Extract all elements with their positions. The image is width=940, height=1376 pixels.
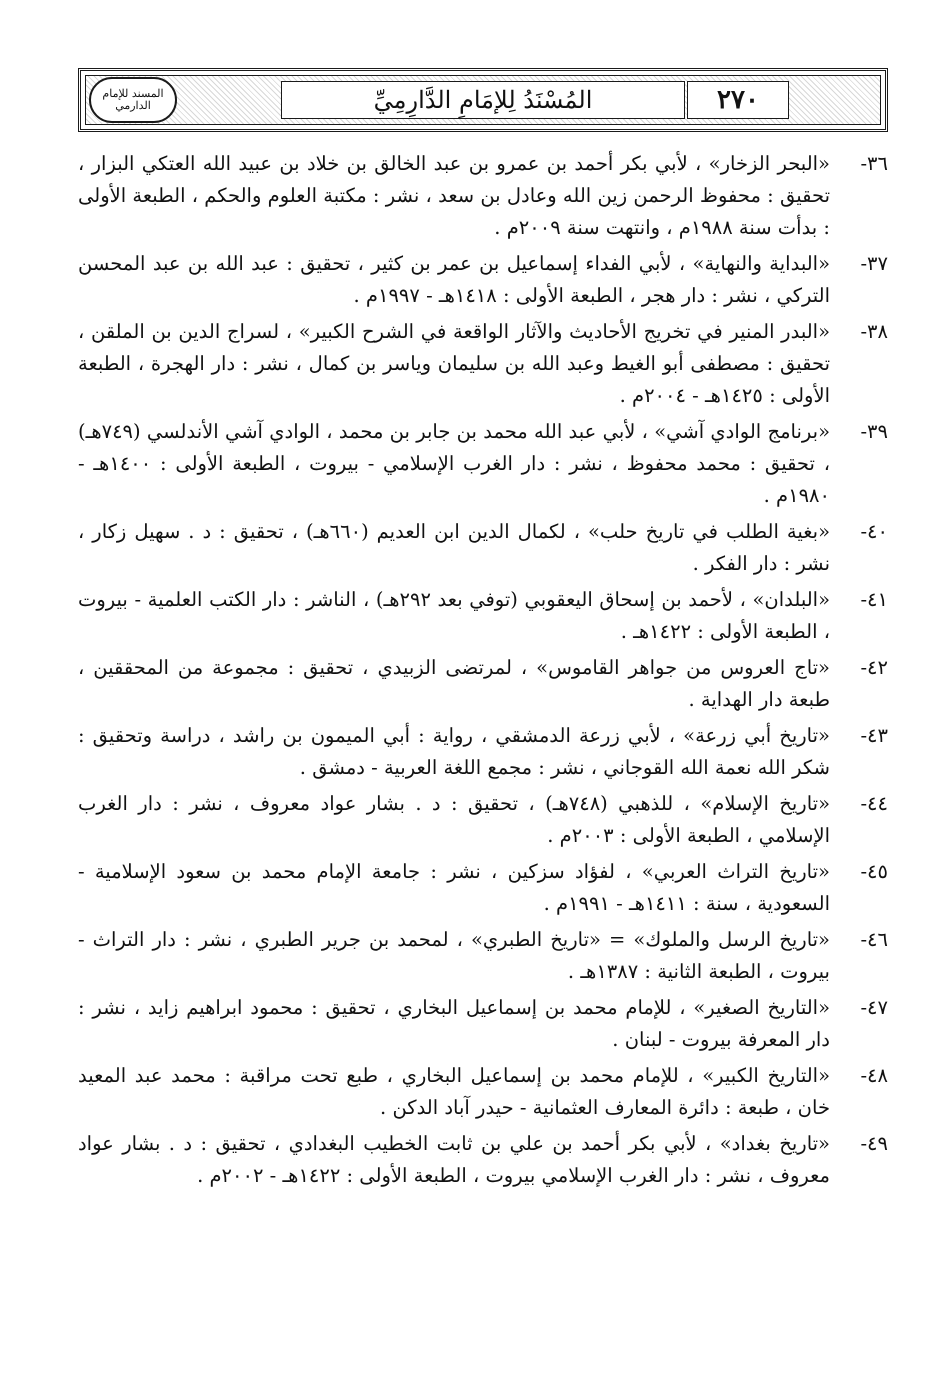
entry-number: ٤٠- [860, 520, 888, 543]
bibliography-entry [78, 992, 888, 1056]
bibliography-entry [78, 516, 888, 580]
entry-number: ٤٤- [860, 792, 888, 815]
entry-number: ٣٦- [860, 152, 888, 175]
bibliography-entry [78, 720, 888, 784]
bibliography-entry [78, 1128, 888, 1192]
bibliography-entry [78, 1060, 888, 1124]
book-emblem-left [89, 77, 177, 123]
entry-number: ٣٧- [860, 252, 888, 275]
entry-number: ٤١- [860, 588, 888, 611]
bibliography-entry [78, 148, 888, 244]
entry-number: ٤٣- [860, 724, 888, 747]
bibliography-entry [78, 652, 888, 716]
entry-number: ٣٩- [860, 420, 888, 443]
bibliography-list [78, 148, 888, 1196]
bibliography-entry [78, 248, 888, 312]
entry-text: «تاريخ التراث العربي» ، لفؤاد سزكين ، نشر : جامعة الإمام محمد بن سعود الإسلامية - السعودية ، سنة : ١٤١١هـ - ١٩٩١م . [78, 860, 830, 915]
entry-number: ٤٢- [860, 656, 888, 679]
running-title-panel [281, 81, 685, 119]
entry-text: «التاريخ الصغير» ، للإمام محمد بن إسماعيل البخاري ، تحقيق : محمود ابراهيم زايد ، نشر : دار المعرفة بيروت - لبنان . [78, 996, 830, 1051]
entry-number: ٤٩- [860, 1132, 888, 1155]
entry-number: ٤٧- [860, 996, 888, 1019]
entry-text: «التاريخ الكبير» ، للإمام محمد بن إسماعيل البخاري ، طبع تحت مراقبة : محمد عبد المعيد خان ، طبعة : دائرة المعارف العثمانية - حيدر آباد الدكن . [78, 1064, 830, 1119]
page-number: ٢٧٠ [717, 85, 759, 115]
entry-text: «البداية والنهاية» ، لأبي الفداء إسماعيل بن عمر بن كثير ، تحقيق : عبد الله بن عبد المحسن التركي ، نشر : دار هجر ، الطبعة الأولى : ١٤١٨هـ - ١٩٩٧م . [78, 252, 830, 307]
entry-text: «البدر المنير في تخريج الأحاديث والآثار الواقعة في الشرح الكبير» ، لسراج الدين بن الملقن ، تحقيق : مصطفى أبو الغيط وعبد الله بن سليمان وياسر بن كمال ، نشر : دار الهجرة ، الطبعة الأولى : ١٤٢٥هـ - ٢٠٠٤م . [78, 320, 830, 407]
page-number-box [687, 81, 789, 119]
entry-text: «البلدان» ، لأحمد بن إسحاق اليعقوبي (توفي بعد ٢٩٢هـ) ، الناشر : دار الكتب العلمية - بيروت ، الطبعة الأولى : ١٤٢٢هـ . [78, 588, 830, 643]
entry-text: «تاريخ الإسلام» ، للذهبي (٧٤٨هـ) ، تحقيق : د . بشار عواد معروف ، نشر : دار الغرب الإسلامي ، الطبعة الأولى : ٢٠٠٣م . [78, 792, 830, 847]
entry-number: ٤٨- [860, 1064, 888, 1087]
entry-text: «برنامج الوادي آشي» ، لأبي عبد الله محمد بن جابر بن محمد ، الوادي آشي الأندلسي (٧٤٩هـ) ، تحقيق : محمد محفوظ ، نشر : دار الغرب الإسلامي - بيروت ، الطبعة الأولى : ١٤٠٠هـ - ١٩٨٠م . [78, 420, 830, 507]
bibliography-entry [78, 788, 888, 852]
bibliography-entry [78, 924, 888, 988]
entry-number: ٣٨- [860, 320, 888, 343]
entry-text: «البحر الزخار» ، لأبي بكر أحمد بن عمرو بن عبد الخالق بن خلاد بن عبيد الله العتكي البزار ، تحقيق : محفوظ الرحمن زين الله وعادل بن سعد ، نشر : مكتبة العلوم والحكم ، الطبعة الأولى : بدأت سنة ١٩٨٨م ، وانتهت سنة ٢٠٠٩م . [78, 152, 830, 239]
bibliography-entry [78, 856, 888, 920]
entry-number: ٤٦- [860, 928, 888, 951]
entry-text: «تاريخ أبي زرعة» ، لأبي زرعة الدمشقي ، رواية : أبي الميمون بن راشد ، دراسة وتحقيق : شكر الله نعمة الله القوجاني ، نشر : مجمع اللغة العربية - دمشق . [78, 724, 830, 779]
bibliography-entry [78, 316, 888, 412]
page-header [78, 68, 888, 132]
entry-text: «تاريخ بغداد» ، لأبي بكر أحمد بن علي بن ثابت الخطيب البغدادي ، تحقيق : د . بشار عواد معروف ، نشر : دار الغرب الإسلامي بيروت ، الطبعة الأولى : ١٤٢٢هـ - ٢٠٠٢م . [78, 1132, 830, 1187]
emblem-left-text: المسند للإمام الدارمي [102, 86, 164, 112]
entry-text: «تاج العروس من جواهر القاموس» ، لمرتضى الزبيدي ، تحقيق : مجموعة من المحققين ، طبعة دار الهداية . [78, 656, 830, 711]
bibliography-entry [78, 416, 888, 512]
entry-number: ٤٥- [860, 860, 888, 883]
entry-text: «بغية الطلب في تاريخ حلب» ، لكمال الدين ابن العديم (٦٦٠هـ) ، تحقيق : د . سهيل زكار ، نشر : دار الفكر . [78, 520, 830, 575]
bibliography-entry [78, 584, 888, 648]
entry-text: «تاريخ الرسل والملوك» = «تاريخ الطبري» ، لمحمد بن جرير الطبري ، نشر : دار التراث - بيروت ، الطبعة الثانية : ١٣٨٧هـ . [78, 928, 830, 983]
running-title: المُسْنَدُ لِلإمَامِ الدَّارِمِيِّ [373, 86, 593, 114]
